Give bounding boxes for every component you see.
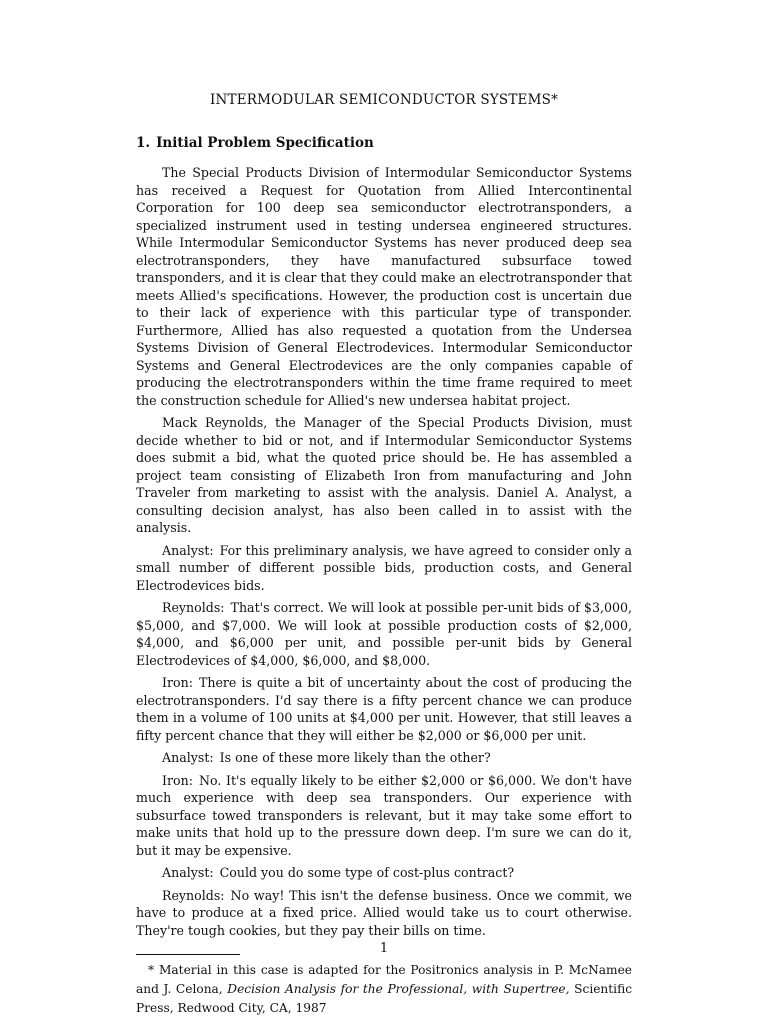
paragraph-text: No. It's equally likely to be either $2,000 or $6,000. We don't have much experience with deep sea transponders. Our experience with subsurface towed transponders is relevant, but it may take some effort to make units that hold up to the pressure down deep. I'm sure we can do it, but it may be expensive. — [136, 772, 632, 858]
section-heading — [136, 135, 632, 151]
section-number: 1. — [136, 135, 151, 151]
paragraph — [136, 164, 632, 409]
paragraph-text: For this preliminary analysis, we have agreed to consider only a small number of different possible bids, production costs, and General Electrodevices bids. — [136, 542, 632, 593]
paragraph-text: Could you do some type of cost-plus contract? — [219, 865, 515, 880]
speaker-label: Iron: — [162, 675, 193, 690]
document-page — [136, 92, 632, 1018]
speaker-label: Analyst: — [162, 750, 214, 765]
speaker-label: Analyst: — [162, 542, 214, 558]
section-heading-text: Initial Problem Specification — [156, 135, 374, 151]
footnote-marker: * — [148, 963, 155, 977]
footnote-publisher: Scientific Press, Redwood City, CA, 1987 — [136, 982, 633, 1015]
paragraph-text: The Special Products Division of Intermodular Semiconductor Systems has received a Request for Quotation from Allied Intercontinental Corporation for 100 deep sea semiconductor electrotransponders, a specialized instrument used in testing undersea engineered structures. While Intermodular Semiconductor Systems has never produced deep sea electrotransponders, they have manufactured subsurface towed transponders, and it is clear that they could make an electrotransponder that meets Allied's specifications. However, the production cost is uncertain due to their lack of experience with this particular type of transponder. Furthermore, Allied has also requested a quotation from the Undersea Systems Division of General Electrodevices. Intermodular Semiconductor Systems and General Electrodevices are the only companies capable of producing the electrotransponders within the time frame required to meet the construction schedule for Allied's new undersea habitat project. — [136, 165, 632, 408]
footnote-text: Material in this case is adapted for the Positronics analysis in P. McNamee and J. Celona, — [136, 963, 632, 996]
paragraph-text: Mack Reynolds, the Manager of the Special Products Division, must decide whether to bid or not, and if Intermodular Semiconductor Systems does submit a bid, what the quoted price should be. He has assembled a project team consisting of Elizabeth Iron from manufacturing and John Traveler from marketing to assist with the analysis. Daniel A. Analyst, a consulting decision analyst, has also been called in to assist with the analysis. — [136, 415, 632, 535]
dialogue-paragraph — [136, 749, 632, 767]
speaker-label: Analyst: — [162, 865, 214, 880]
dialogue-paragraph — [136, 542, 632, 595]
document-title: INTERMODULAR SEMICONDUCTOR SYSTEMS* — [209, 92, 559, 108]
paragraph-text: There is quite a bit of uncertainty about the cost of producing the electrotransponders. I'd say there is a fifty percent chance we can produce them in a volume of 100 units at $4,000 per unit. However, that still leaves a fifty percent chance that they will either be $2,000 or $6,000 per unit. — [136, 675, 632, 743]
dialogue-paragraph — [136, 772, 632, 860]
dialogue-paragraph — [136, 599, 632, 669]
dialogue-paragraph — [136, 864, 632, 882]
footnote-book-title: Decision Analysis for the Professional, with Supertree, — [227, 982, 570, 996]
paragraph — [136, 414, 632, 537]
dialogue-paragraph — [136, 887, 632, 940]
paragraph-text: Is one of these more likely than the other? — [219, 750, 491, 765]
speaker-label: Iron: — [162, 772, 193, 788]
page-number: 1 — [379, 941, 389, 956]
speaker-label: Reynolds: — [162, 887, 225, 903]
footnote — [136, 961, 632, 1018]
speaker-label: Reynolds: — [162, 600, 225, 615]
paragraph-text: No way! This isn't the defense business. Once we commit, we have to produce at a fixed price. Allied would take us to court otherwise. They're tough cookies, but they pay their bills on time. — [136, 887, 632, 938]
paragraph-text: That's correct. We will look at possible per-unit bids of $3,000, $5,000, and $7,000. We will look at possible production costs of $2,000, $4,000, and $6,000 per unit, and possible per-unit bids by General Electrodevices of $4,000, $6,000, and $8,000. — [136, 600, 632, 668]
dialogue-paragraph — [136, 674, 632, 744]
